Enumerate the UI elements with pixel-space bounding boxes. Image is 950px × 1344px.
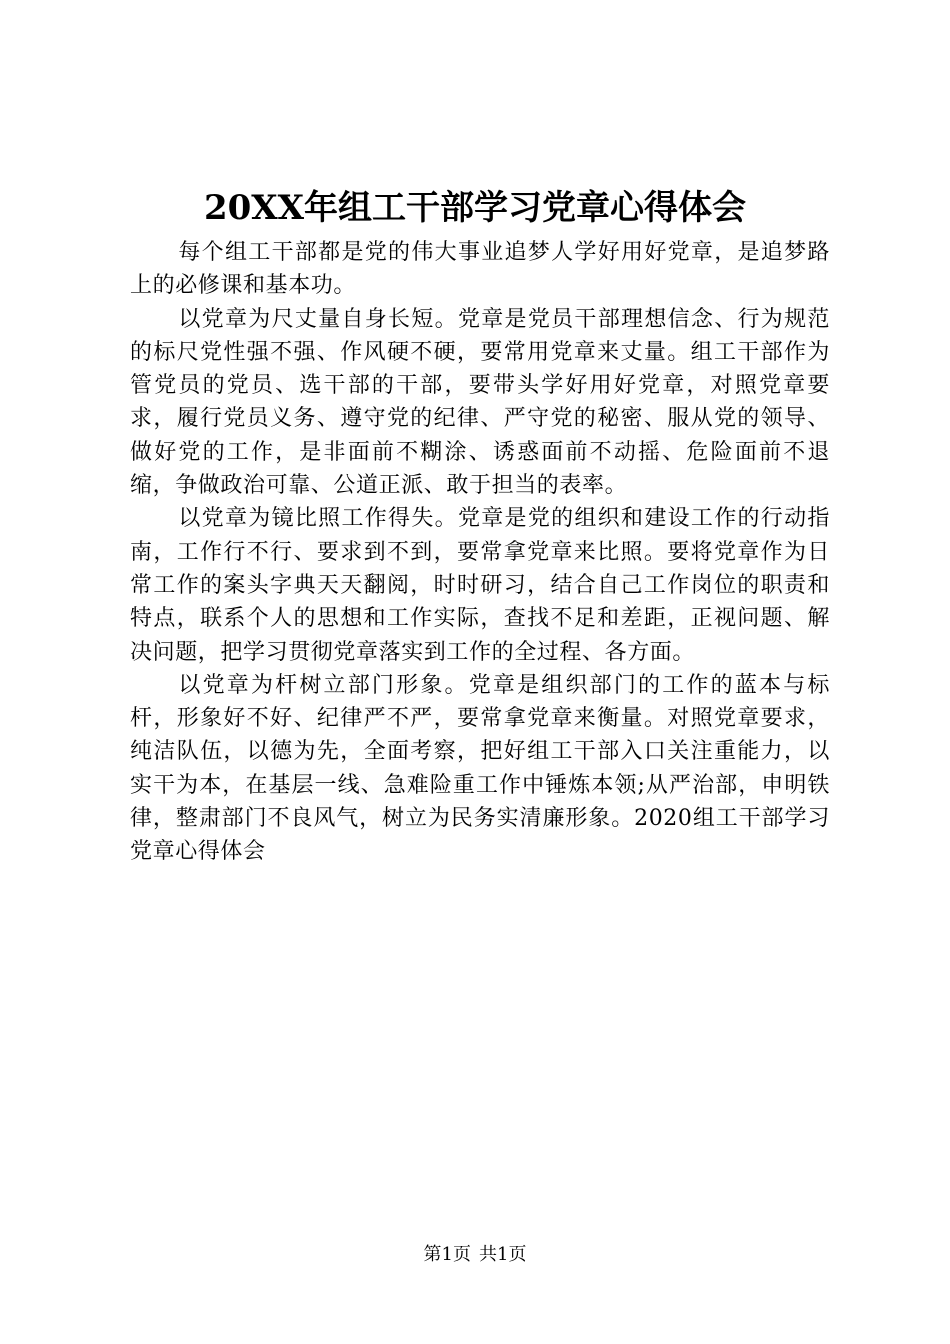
paragraph-ruler: 以党章为尺丈量自身长短。党章是党员干部理想信念、行为规范的标尺党性强不强、作风硬不硬，要常用党章来丈量。组工干部作为管党员的党员、选干部的干部，要带头学好用好党章，对照党章要求，履行党员义务、遵守党的纪律、严守党的秘密、服从党的领导、做好党的工作，是非面前不糊涂、诱惑面前不动摇、危险面前不退缩，争做政治可靠、公道正派、敢于担当的表率。: [130, 306, 830, 499]
paragraph-intro: 每个组工干部都是党的伟大事业追梦人学好用好党章，是追梦路上的必修课和基本功。: [130, 240, 830, 299]
paragraph-pole: 以党章为杆树立部门形象。党章是组织部门的工作的蓝本与标杆，形象好不好、纪律严不严，要常拿党章来衡量。对照党章要求，纯洁队伍，以德为先，全面考察，把好组工干部入口关注重能力，以实干为本，在基层一线、急难险重工作中锤炼本领;从严治部，申明铁律，整肃部门不良风气，树立为民务实清廉形象。2020组工干部学习党章心得体会: [130, 672, 830, 865]
page-number: 第1页: [423, 1244, 471, 1265]
document-body: [130, 236, 830, 869]
document-title: 20XX年组工干部学习党章心得体会: [203, 188, 747, 228]
paragraph-mirror: 以党章为镜比照工作得失。党章是党的组织和建设工作的行动指南，工作行不行、要求到不到，要常拿党章来比照。要将党章作为日常工作的案头字典天天翻阅，时时研习，结合自己工作岗位的职责和特点，联系个人的思想和工作实际，查找不足和差距，正视问题、解决问题，把学习贯彻党章落实到工作的全过程、各方面。: [130, 506, 830, 665]
page-footer: [0, 1243, 950, 1267]
page-total: 共1页: [479, 1244, 527, 1265]
